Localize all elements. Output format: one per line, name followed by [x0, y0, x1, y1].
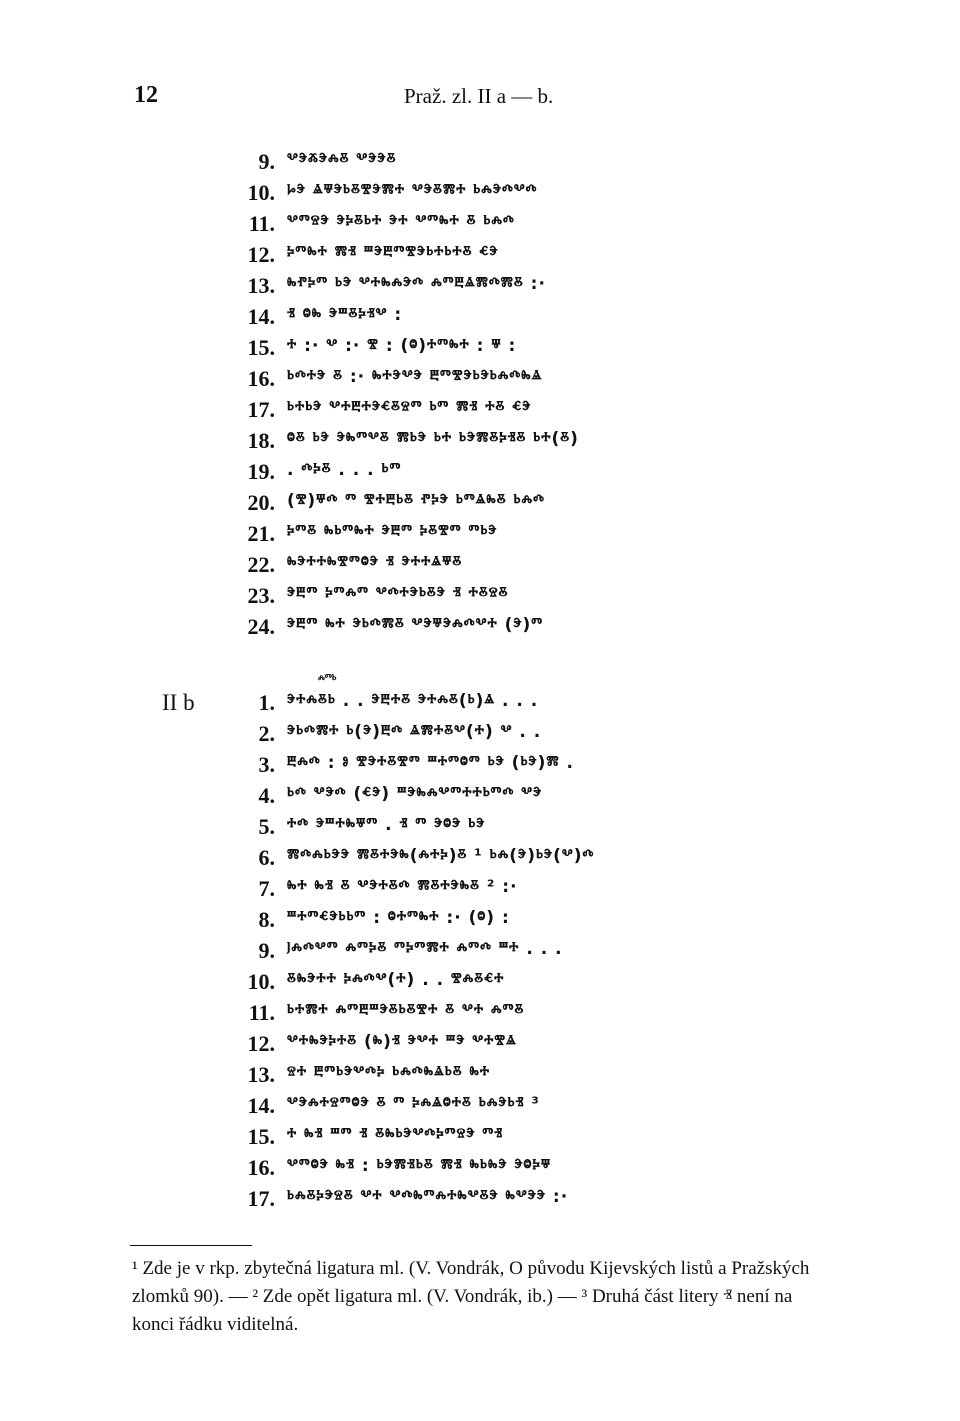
- line-number: 12.: [247, 242, 275, 267]
- glagolitic-text: ⱜⰾⰴⰲⱅ ⰾⱅⰽⰻ ⱅⰽⱅⰿⰰ ⰾⱅⰴ ⱎⰰ . . .: [287, 939, 563, 959]
- glagolitic-text: ⰵⱃⰴⰿⰰ ⱃ(ⰵ)ⰱⰴ ⱑⰿⰰⰻⰲ(ⰰ) ⰲ . .: [287, 722, 542, 742]
- line-number: 23.: [247, 583, 275, 608]
- text-line: [245, 211, 885, 245]
- line-number: 2.: [258, 721, 275, 746]
- glagolitic-text: ⱈⰵ ⱑⱋⰵⱃⰻⰺⰵⰿⰰ ⰲⰵⰻⰿⰰ ⱃⰾⰵⰴⰲⰴ: [287, 181, 538, 201]
- glagolitic-text: ⰿⰴⰾⱃⰵⰵ ⰿⰻⰰⰵⰸ(ⰾⰰⰽ)ⰻ ¹ ⱃⰾ(ⰵ)ⱃⰵ(ⰲ)ⰴ: [287, 846, 595, 866]
- line-number: 21.: [247, 521, 275, 546]
- line-number: 14.: [247, 304, 275, 329]
- glagolitic-text: ⰻⰸⰵⰰⰰ ⰽⰾⰴⰲ(ⰰ) . . ⰺⰾⰻⱔⰰ: [287, 970, 505, 990]
- glagolitic-text: ⱃⰰⰿⰰ ⰾⱅⰱⱎⰵⰻⱃⰻⰺⰰ ⰻ ⰲⰰ ⰾⱅⰻ: [287, 1001, 525, 1021]
- glagolitic-text: ⰽⱅⰸⰰ ⰿⱐ ⱎⰵⰱⱅⰺⰵⱃⰰⱃⰰⰻ ⱔⰵ: [287, 243, 499, 263]
- line-number: 22.: [247, 552, 275, 577]
- glagolitic-text: ⰽⱅⰻ ⰸⱃⱅⰸⰰ ⰵⰱⱅ ⰽⰻⰺⱅ ⱅⱃⰵ: [287, 522, 498, 542]
- text-line: [245, 938, 885, 972]
- glagolitic-text: (ⰺ)ⱋⰴ ⱅ ⰺⰰⰱⱃⰻ ⱂⰽⰵ ⱃⱅⱑⰸⰻ ⱃⰾⰴ: [287, 491, 545, 511]
- line-number: 10.: [247, 180, 275, 205]
- glagolitic-text: ⱄⰰ ⰱⱅⱃⰵⰲⰴⰽ ⱃⰾⰴⰸⱑⱃⰻ ⰸⰰ: [287, 1063, 491, 1083]
- line-number: 19.: [247, 459, 275, 484]
- glagolitic-text: ⰰⰴ ⰵⱎⰰⰸⱋⱅ . ⱐ ⱅ ⰵⱉⰵ ⱃⰵ: [287, 815, 486, 835]
- line-number: 8.: [258, 907, 275, 932]
- glagolitic-text: ⱐ ⱉⰸ ⰵⱎⰻⰽⱐⰲ :: [287, 305, 403, 325]
- text-line: [245, 752, 885, 786]
- text-line: [245, 1000, 885, 1034]
- text-line: [245, 180, 885, 214]
- glagolitic-text: ⰵⰱⱅ ⰸⰰ ⰵⱃⰴⰿⰻ ⰲⰵⱋⰵⰾⰴⰲⰰ (ⰵ)ⱅ: [287, 615, 544, 635]
- line-number: 1.: [258, 690, 275, 715]
- glagolitic-text: ⱃⰾⰻⰽⰵⱄⰻ ⰲⰰ ⰲⰴⰸⱅⰾⰰⰸⰲⰻⰵ ⰸⰲⰵⰵ :·: [287, 1187, 569, 1207]
- glagolitic-text: ⰲⰵⰾⰰⱄⱅⱉⰵ ⰻ ⱅ ⰽⰾⱑⱉⰰⰻ ⱃⰾⰵⱃⱐ ³: [287, 1094, 540, 1114]
- glagolitic-text: ⰲⱅⱄⰵ ⰵⰽⰻⱃⰰ ⰵⰰ ⰲⱅⰸⰰ ⰻ ⱃⰾⰴ: [287, 212, 515, 232]
- line-number: 11.: [248, 1000, 275, 1025]
- line-number: 17.: [247, 397, 275, 422]
- glagolitic-text: ⰲⱅⱉⰵ ⰸⱐ : ⱃⰵⰿⱐⱃⰻ ⰿⱐ ⰸⱃⰸⰵ ⰵⱉⰽⱋ: [287, 1156, 552, 1176]
- glagolitic-text: ⰰ :· ⰲ :· ⰺ : (ⱉ)ⰰⱅⰸⰰ : ⱋ :: [287, 336, 517, 356]
- text-line: [245, 814, 885, 848]
- glagolitic-text: ⰵⰰⰾⰻⱃ . . ⰵⰱⰰⰻ ⰵⰰⰾⰻ(ⱃ)ⱑ . . .: [287, 691, 539, 711]
- text-line: [245, 304, 885, 338]
- text-line: [245, 335, 885, 369]
- section-label: II b: [162, 690, 195, 715]
- text-line: [245, 845, 885, 879]
- text-line: [245, 273, 885, 307]
- line-number: 7.: [258, 876, 275, 901]
- line-number: 16.: [247, 366, 275, 391]
- text-line: [245, 614, 885, 648]
- text-line: [245, 366, 885, 400]
- line-number: 16.: [247, 1155, 275, 1180]
- glagolitic-text: ⰵⰱⱅ ⰽⱅⰾⱅ ⰲⰴⰰⰵⱃⰻⰵ ⱐ ⰰⰻⱄⰻ: [287, 584, 509, 604]
- line-number: 10.: [247, 969, 275, 994]
- line-number: 12.: [247, 1031, 275, 1056]
- text-line: [245, 783, 885, 817]
- line-number: 24.: [247, 614, 275, 639]
- running-title: Praž. zl. II a — b.: [404, 84, 554, 108]
- line-number: 13.: [247, 273, 275, 298]
- glagolitic-text: ⰲⰵⰶⰵⰾⰻ ⰲⰵⰵⰻ: [287, 150, 397, 170]
- text-line: [245, 969, 885, 1003]
- text-line: [245, 521, 885, 555]
- glagolitic-text: ⱃⰴ ⰲⰵⰴ (ⱔⰵ) ⱎⰵⰸⰾⰲⱅⰰⰰⱃⱅⰴ ⰲⰵ: [287, 784, 543, 804]
- glagolitic-text: ⰱⰾⰴ : ⱁ ⰺⰵⰰⰻⰺⱅ ⱎⰰⱅⱉⱅ ⱃⰵ (ⱃⰵ)ⰿ .: [287, 753, 574, 773]
- line-number: 15.: [247, 335, 275, 360]
- text-line: [245, 242, 885, 276]
- line-number: 17.: [247, 1186, 275, 1211]
- line-number: 3.: [258, 752, 275, 777]
- superscript-gloss: ⰾⱅⱃ: [318, 672, 337, 685]
- text-line: [245, 149, 885, 183]
- text-line: [245, 1124, 885, 1158]
- glagolitic-text: ⰰ ⰸⱐ ⱎⱅ ⱐ ⰻⰸⱃⰵⰲⰴⰽⱅⱄⰵ ⱅⱐ: [287, 1125, 504, 1145]
- text-line: [245, 721, 885, 755]
- text-line: [245, 552, 885, 586]
- line-number: 9.: [258, 149, 275, 174]
- glagolitic-text: ⰸⱂⰽⱅ ⱃⰵ ⰲⰰⰸⰾⰵⰴ ⰾⱅⰱⱑⰿⰴⰿⰻ :·: [287, 274, 546, 294]
- glagolitic-text: . ⰴⰽⰻ . . . ⱃⱅ: [287, 460, 402, 480]
- text-line: [245, 1155, 885, 1189]
- line-number: 14.: [247, 1093, 275, 1118]
- line-number: 5.: [258, 814, 275, 839]
- text-line: [245, 876, 885, 910]
- glagolitic-text: ⰸⰰ ⰸⱐ ⰻ ⰲⰵⰰⰻⰴ ⰿⰻⰰⰵⰸⰻ ² :·: [287, 877, 518, 897]
- footnote-rule: [130, 1245, 252, 1246]
- footnotes: ¹ Zde je v rkp. zbytečná ligatura ml. (V. Vondrák, O původu Kijevských listů a Pražských zlomků 90). — ² Zde opět ligatura ml. (V. Vondrák, ib.) — ³ Druhá část litery ⱐ není na konci řádku viditelná.: [132, 1258, 810, 1335]
- text-line: [245, 428, 885, 462]
- text-line: [245, 1062, 885, 1096]
- line-number: 20.: [247, 490, 275, 515]
- text-line: [245, 1186, 885, 1220]
- line-number: 9.: [258, 938, 275, 963]
- text-line: [245, 690, 885, 724]
- line-number: 6.: [258, 845, 275, 870]
- line-number: 13.: [247, 1062, 275, 1087]
- glagolitic-text: ⱃⰰⱃⰵ ⰲⰰⰱⰰⰵⱔⰻⱄⱅ ⱃⱅ ⰿⱐ ⰰⰻ ⱔⰵ: [287, 398, 532, 418]
- glagolitic-text: ⰲⰰⰸⰵⰽⰰⰻ (ⰸ)ⱐ ⰵⰲⰰ ⱎⰵ ⰲⰰⰺⱑ: [287, 1032, 517, 1052]
- glagolitic-text: ⱃⰴⰰⰵ ⰻ :· ⰸⰰⰵⰲⰵ ⰱⱅⰺⰵⱃⰵⱃⰾⰴⰸⱑ: [287, 367, 543, 387]
- line-number: 15.: [247, 1124, 275, 1149]
- glagolitic-text: ⱎⰰⱅⱔⰵⱃⱃⱅ : ⱉⰰⱅⰸⰰ :· (ⱉ) :: [287, 908, 510, 928]
- text-line: [245, 459, 885, 493]
- glagolitic-text: ⱉⰻ ⱃⰵ ⰵⰸⱅⰲⰻ ⰿⱃⰵ ⱃⰰ ⱃⰵⰿⰻⰽⱐⰻ ⱃⰰ(ⰻ): [287, 429, 579, 449]
- line-number: 11.: [248, 211, 275, 236]
- text-line: [245, 907, 885, 941]
- line-number: 18.: [247, 428, 275, 453]
- page-number: 12: [134, 82, 158, 108]
- glagolitic-text: ⰸⰵⰰⰰⰸⰺⱅⱉⰵ ⱐ ⰵⰰⰰⱑⱋⰻ: [287, 553, 463, 573]
- line-number: 4.: [258, 783, 275, 808]
- text-line: [245, 1031, 885, 1065]
- text-line: [245, 490, 885, 524]
- text-line: [245, 397, 885, 431]
- text-line: [245, 1093, 885, 1127]
- text-line: [245, 583, 885, 617]
